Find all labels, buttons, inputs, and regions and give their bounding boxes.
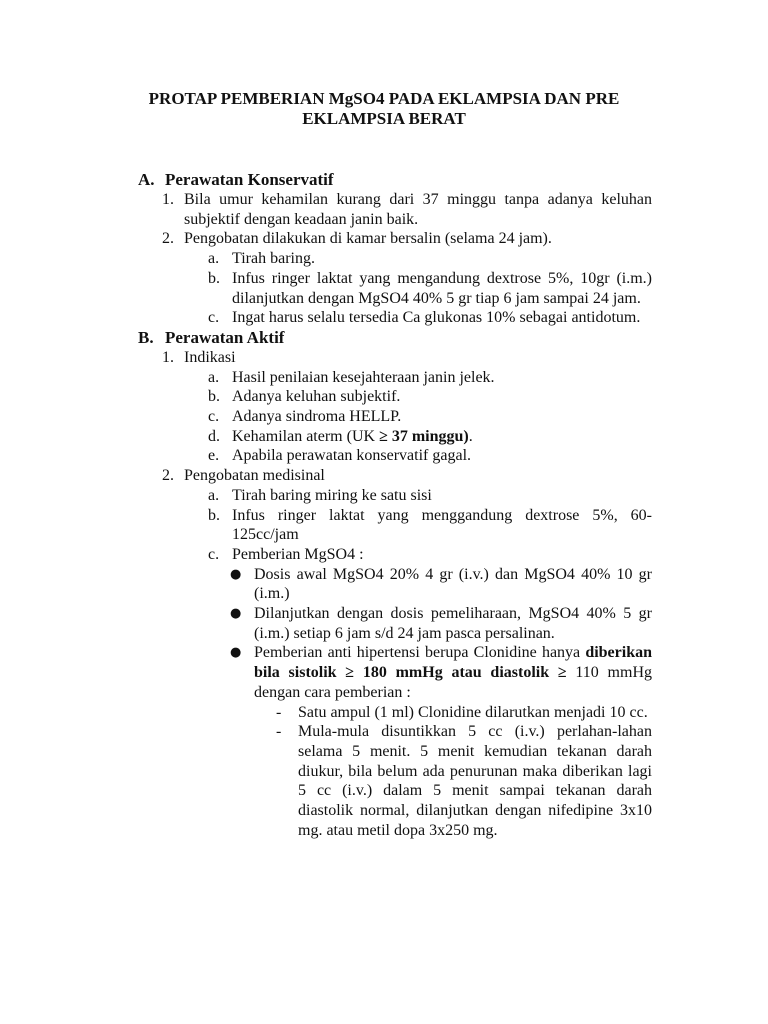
sub-list-item [208,249,652,269]
list-item-indikasi [162,348,652,368]
bullet-item [230,643,652,702]
list-text: Adanya sindroma HELLP. [232,408,402,426]
list-text: Adanya keluhan subjektif. [232,388,401,406]
list-marker: c. [208,309,220,327]
list-marker: c. [208,408,220,426]
section-title: Perawatan Konservatif [165,170,334,189]
sub-list-item [208,506,652,545]
dash-text: Mula-mula disuntikkan 5 cc (i.v.) perlahan-lahan selama 5 menit. 5 menit kemudian tekanan darah diukur, bila belum ada penurunan maka diberikan lagi 5 cc (i.v.) dalam 5 menit sampai tekanan darah diastolik normal, dilanjutkan dengan nifedipine 3x10 mg. atau metil dopa 3x250 mg. [298,723,652,839]
list-text: Infus ringer laktat yang mengandung dextrose 5%, 10gr (i.m.) dilanjutkan dengan MgSO4 40% 5 gr tiap 6 jam sampai 24 jam. [232,269,652,307]
bullet-text: Dilanjutkan dengan dosis pemeliharaan, MgSO4 40% 5 gr (i.m.) setiap 6 jam s/d 24 jam pasca persalinan. [254,605,652,642]
list-marker: e. [208,447,220,465]
list-marker: b. [208,506,220,524]
list-text: Infus ringer laktat yang menggandung dextrose 5%, 60-125cc/jam [232,506,652,544]
sub-list-item [208,427,652,447]
sub-list-item [208,308,652,328]
list-text: Ingat harus selalu tersedia Ca glukonas 10% sebagai antidotum. [232,309,641,327]
bold-text-run: diberikan bila sistolik ≥ 180 mmHg atau diastolik ≥ [254,644,652,682]
list-marker: 1. [162,191,174,208]
list-text: Pengobatan medisinal [184,467,325,485]
bullet-icon: ● [230,645,242,661]
list-marker: 2. [162,467,174,485]
bullet-item [230,565,652,604]
bullet-item [230,604,652,643]
bold-text-run: ≥ 37 minggu) [379,427,469,445]
section-label: A. [138,170,155,189]
list-text: Pengobatan dilakukan di kamar bersalin (selama 24 jam). [184,230,552,248]
document-body [0,170,768,841]
list-text [208,427,652,447]
list-text: Tirah baring. [232,250,315,268]
section-label: B. [138,327,154,347]
sub-list-item [208,368,652,388]
list-text: Apabila perawatan konservatif gagal. [232,447,472,465]
list-marker: d. [208,427,220,445]
text-run: Kehamilan aterm (UK [232,427,380,445]
list-text: Bila umur kehamilan kurang dari 37 minggu tanpa adanya keluhan subjektif dengan keadaan janin baik. [184,191,652,228]
document-title [118,89,650,129]
list-item [162,190,652,229]
list-text: Pemberian MgSO4 : [232,545,364,563]
sub-list-item [208,407,652,427]
text-run: 110 mmHg dengan cara pemberian : [254,664,652,701]
bullet-text: Dosis awal MgSO4 20% 4 gr (i.v.) dan MgSO4 40% 10 gr (i.m.) [254,565,652,603]
bullet-icon: ● [230,606,242,622]
dash-marker: - [276,703,282,721]
sub-list-item [208,545,652,565]
list-marker: b. [208,269,220,287]
bullet-icon: ● [230,566,242,582]
title-line-2: EKLAMPSIA BERAT [302,109,466,128]
section-a-heading [140,170,652,190]
sub-list-item [208,387,652,407]
title-line-1: PROTAP PEMBERIAN MgSO4 PADA EKLAMPSIA DAN PRE [148,89,620,108]
sub-list-item [208,446,652,466]
list-item [162,229,652,249]
bullet-text [230,643,652,702]
section-title: Perawatan Aktif [165,327,285,347]
list-item-pengobatan [162,466,652,486]
list-marker: c. [208,545,220,563]
list-marker: a. [208,250,220,268]
text-run: Pemberian anti hipertensi berupa Clonidine hanya [254,644,586,662]
list-text: Tirah baring miring ke satu sisi [232,486,432,504]
list-marker: 1. [162,348,174,366]
sub-list-item [208,269,652,308]
dash-item [276,722,652,840]
dash-marker: - [276,723,282,741]
list-text: Hasil penilaian kesejahteraan janin jelek. [232,368,495,386]
list-marker: a. [208,486,220,504]
dash-item [276,703,652,723]
list-marker: b. [208,388,220,406]
dash-text: Satu ampul (1 ml) Clonidine dilarutkan menjadi 10 cc. [298,703,648,721]
list-text: Indikasi [184,348,236,366]
text-run: . [468,427,473,445]
list-marker: a. [208,368,220,386]
list-marker: 2. [162,230,174,248]
section-b-heading [140,328,652,348]
sub-list-item [208,486,652,506]
